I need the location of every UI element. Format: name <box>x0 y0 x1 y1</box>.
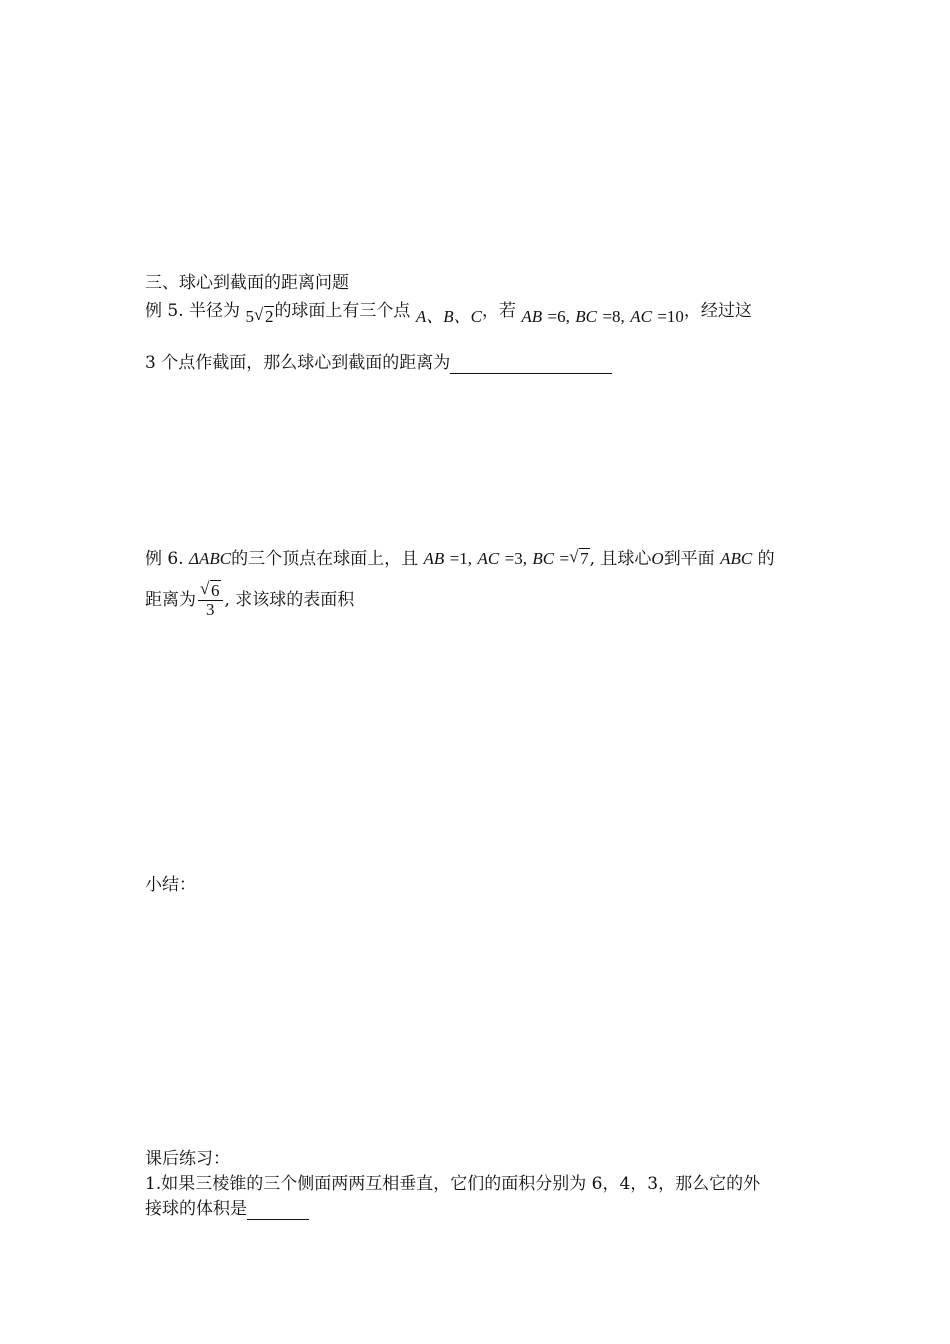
example5-prefix: 例 5. 半径为 <box>145 301 241 321</box>
example6-mid4: 的 <box>757 549 775 569</box>
sqrt-icon: √ <box>200 579 210 598</box>
points-abc: A、B、C <box>415 307 482 326</box>
example6-line1 <box>145 548 775 570</box>
homework-heading: 课后练习： <box>145 1149 230 1169</box>
side-ac-value: =3, <box>504 549 527 568</box>
example6-distance-label: 距离为 <box>145 590 196 610</box>
side-ac-value: =10 <box>657 307 684 326</box>
side-ac: AC <box>630 307 652 326</box>
example6-question: , 求该球的表面积 <box>224 590 355 610</box>
center-o: O <box>651 549 664 568</box>
side-ab: AB <box>423 549 445 568</box>
section-heading: 三、球心到截面的距离问题 <box>145 273 349 293</box>
plane-abc: ABC <box>720 549 753 568</box>
fraction-denominator: 3 <box>206 600 215 619</box>
side-bc: BC <box>532 549 555 568</box>
bc-sqrt <box>569 548 590 570</box>
example5-line2 <box>145 352 612 374</box>
side-bc-value: =8, <box>602 307 625 326</box>
example5-mid2: ，若 <box>481 301 516 321</box>
radius-root: 2 <box>264 307 274 326</box>
side-ab-value: =6, <box>547 307 570 326</box>
side-bc: BC <box>575 307 598 326</box>
radius-coef: 5 <box>245 307 254 326</box>
homework-answer-blank[interactable] <box>247 1199 309 1220</box>
example6-mid3: 到平面 <box>663 549 715 569</box>
side-lengths <box>521 307 684 327</box>
distance-fraction <box>198 579 223 619</box>
homework-q1-line2 <box>145 1198 309 1220</box>
example6-prefix: 例 6. <box>145 549 184 569</box>
side-ab-value: =1, <box>449 549 473 568</box>
bc-root: 7 <box>580 549 589 568</box>
example5-question: 3 个点作截面，那么球心到截面的距离为 <box>145 353 451 373</box>
sqrt-icon: √ <box>253 305 264 324</box>
example6-mid2: , 且球心 <box>589 549 652 569</box>
sqrt-icon: √ <box>569 547 579 566</box>
example5-mid3: ，经过这 <box>683 301 752 321</box>
radius-expression <box>245 307 274 326</box>
example6-mid1: 的三个顶点在球面上，且 <box>231 549 419 569</box>
example5-line1 <box>145 300 752 326</box>
side-bc-equals: = <box>559 549 570 568</box>
numerator-sqrt <box>200 579 221 600</box>
homework-q1-text: 接球的体积是 <box>145 1199 247 1219</box>
summary-label: 小结： <box>145 875 196 895</box>
radius-sqrt <box>254 306 275 328</box>
side-ac: AC <box>477 549 500 568</box>
triangle-abc: ΔABC <box>189 549 232 568</box>
homework-q1-line1: 1.如果三棱锥的三个侧面两两互相垂直，它们的面积分别为 6，4，3，那么它的外 <box>145 1174 761 1194</box>
side-ab: AB <box>521 307 543 326</box>
example6-line2 <box>145 579 355 619</box>
answer-blank[interactable] <box>450 353 612 374</box>
fraction-numerator <box>198 579 223 601</box>
example5-mid1: 的球面上有三个点 <box>274 301 411 321</box>
numerator-root: 6 <box>211 581 220 600</box>
